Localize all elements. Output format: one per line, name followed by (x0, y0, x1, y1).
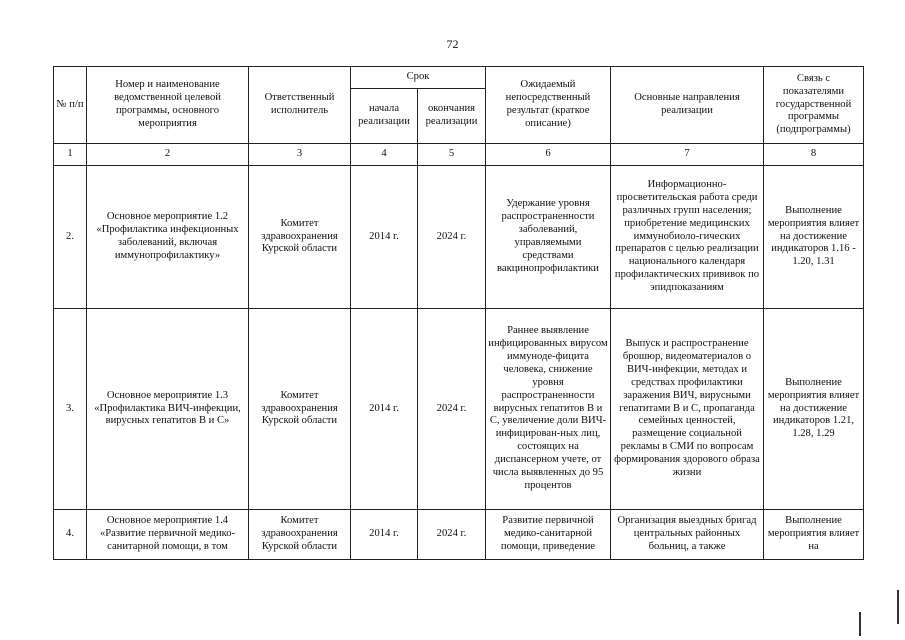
header-result: Ожидаемый непосредственный результат (краткое описание) (486, 67, 611, 144)
row-executor: Комитет здравоохранения Курской области (249, 166, 351, 309)
row-num: 2. (54, 166, 87, 309)
header-num: № п/п (54, 67, 87, 144)
row-end: 2024 г. (418, 166, 486, 309)
row-result: Раннее выявление инфицированных вирусом иммуноде-фицита человека, снижение уровня распространенности вирусных гепатитов В и С, увеличение доли ВИЧ-инфицирован-ных лиц, состоящих на диспансерном учете, от числа выявленных до 95 процентов (486, 309, 611, 510)
index-cell: 3 (249, 144, 351, 166)
index-cell: 4 (351, 144, 418, 166)
row-result: Удержание уровня распространенности заболеваний, управляемыми средствами вакцинопрофилактики (486, 166, 611, 309)
header-executor: Ответственный исполнитель (249, 67, 351, 144)
row-start: 2014 г. (351, 510, 418, 560)
row-name: Основное мероприятие 1.3 «Профилактика ВИЧ-инфекции, вирусных гепатитов В и С» (87, 309, 249, 510)
row-link: Выполнение мероприятия влияет на (764, 510, 864, 560)
header-link: Связь с показателями государственной программы (подпрограммы) (764, 67, 864, 144)
row-link: Выполнение мероприятия влияет на достижение индикаторов 1.21, 1.28, 1.29 (764, 309, 864, 510)
row-end: 2024 г. (418, 510, 486, 560)
header-term-end: окончания реализации (418, 89, 486, 144)
index-cell: 6 (486, 144, 611, 166)
index-cell: 8 (764, 144, 864, 166)
row-link: Выполнение мероприятия влияет на достижение индикаторов 1.16 - 1.20, 1.31 (764, 166, 864, 309)
page-number: 72 (446, 37, 459, 51)
scan-mark (897, 590, 899, 624)
index-cell: 5 (418, 144, 486, 166)
row-directions: Информационно-просветительская работа среди различных групп населения; приобретение медицинских иммунобиоло-гических препаратов с целью реализации национального календаря профилактических прививок по эпидпоказаниям (611, 166, 764, 309)
row-start: 2014 г. (351, 166, 418, 309)
row-executor: Комитет здравоохранения Курской области (249, 510, 351, 560)
index-cell: 1 (54, 144, 87, 166)
row-directions: Выпуск и распространение брошюр, видеоматериалов о ВИЧ-инфекции, методах и средствах профилактики заражения ВИЧ, вирусными гепатитами В и С, пропаганда семейных ценностей, размещение социальной рекламы в СМИ по вопросам формирования здорового образа жизни (611, 309, 764, 510)
row-result: Развитие первичной медико-санитарной помощи, приведение (486, 510, 611, 560)
row-name: Основное мероприятие 1.4 «Развитие первичной медико-санитарной помощи, в том (87, 510, 249, 560)
row-num: 3. (54, 309, 87, 510)
header-directions: Основные направления реализации (611, 67, 764, 144)
program-table (53, 66, 864, 560)
header-term: Срок (351, 67, 486, 89)
row-start: 2014 г. (351, 309, 418, 510)
scan-mark (859, 612, 861, 636)
row-name: Основное мероприятие 1.2 «Профилактика инфекционных заболеваний, включая иммунопрофилактику» (87, 166, 249, 309)
header-name: Номер и наименование ведомственной целевой программы, основного мероприятия (87, 67, 249, 144)
index-cell: 2 (87, 144, 249, 166)
row-directions: Организация выездных бригад центральных районных больниц, а также (611, 510, 764, 560)
table-row (54, 309, 864, 510)
row-end: 2024 г. (418, 309, 486, 510)
header-term-start: начала реализации (351, 89, 418, 144)
row-num: 4. (54, 510, 87, 560)
index-cell: 7 (611, 144, 764, 166)
table-row (54, 166, 864, 309)
row-executor: Комитет здравоохранения Курской области (249, 309, 351, 510)
table-row (54, 510, 864, 560)
header-row-1 (54, 67, 864, 89)
index-row (54, 144, 864, 166)
